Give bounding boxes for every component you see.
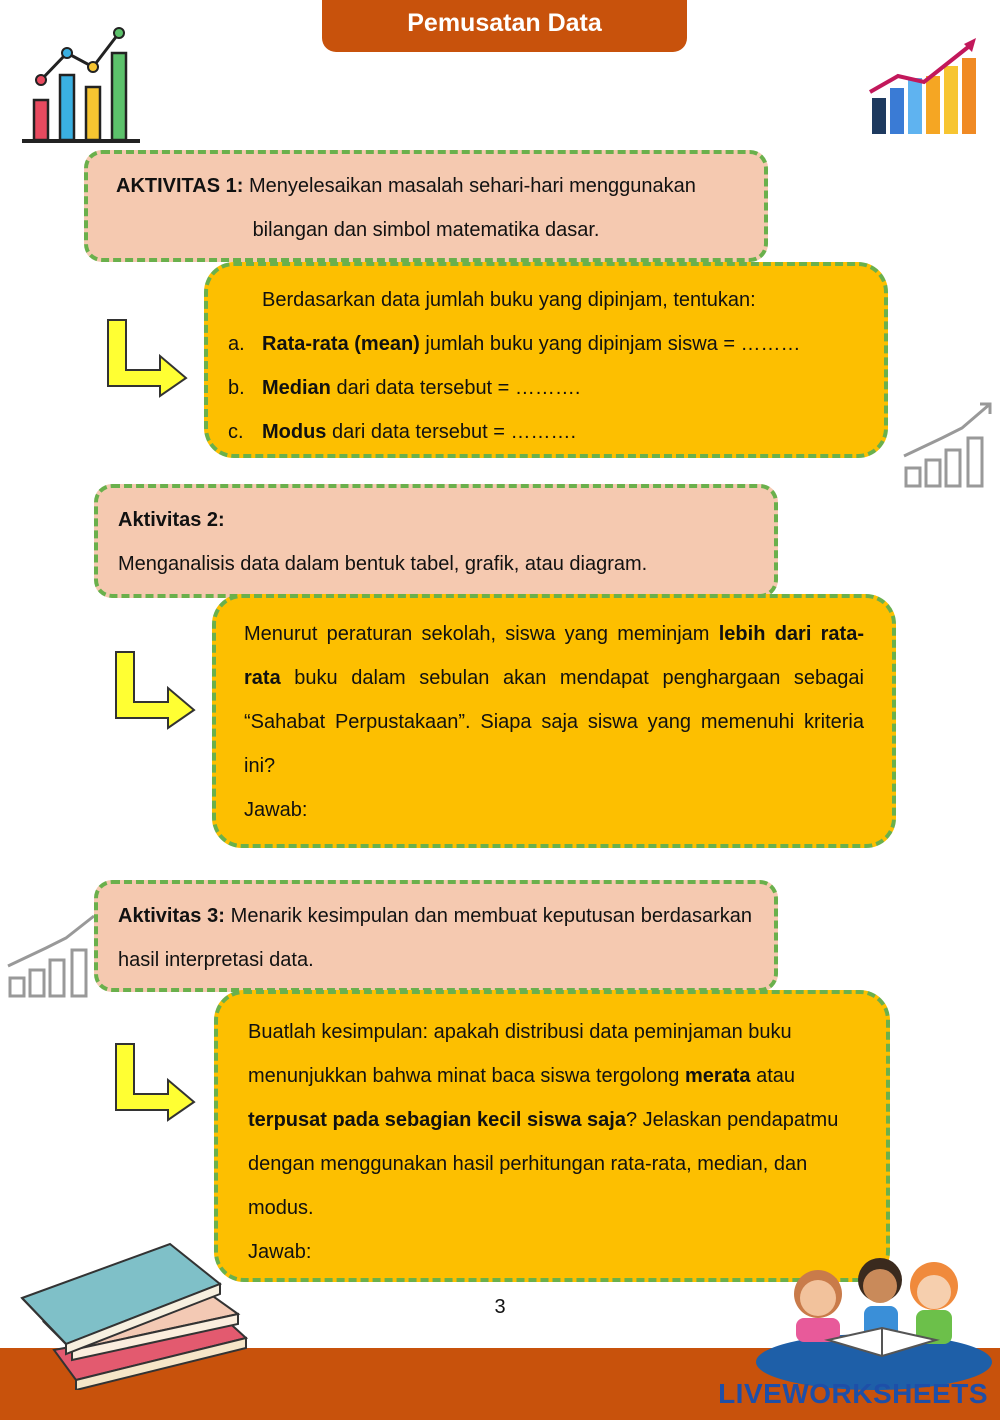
- outline-growth-chart-icon: [902, 398, 996, 490]
- outline-growth-chart-icon: [6, 912, 100, 1000]
- question-item-b: b. Median dari data tersebut = ……….: [228, 377, 581, 399]
- yellow-elbow-arrow-icon: [104, 318, 190, 398]
- book-stack-illustration: [14, 1240, 254, 1390]
- kids-reading-illustration: [748, 1244, 994, 1390]
- bar-line-chart-icon: [20, 25, 145, 145]
- activity-1-label: AKTIVITAS 1:: [116, 175, 244, 197]
- activity-2-question-box: [212, 594, 896, 848]
- question-item-a: a. Rata-rata (mean) jumlah buku yang dipinjam siswa = ………: [228, 333, 801, 355]
- yellow-elbow-arrow-icon: [112, 1042, 198, 1122]
- activity-3-question-box: [214, 990, 890, 1282]
- activity-2-box: [94, 484, 778, 598]
- page-title: Pemusatan Data: [322, 0, 687, 52]
- rising-bar-chart-icon: [868, 36, 980, 136]
- page-number: 3: [494, 1296, 506, 1318]
- answer-label: Jawab:: [248, 1241, 312, 1263]
- question-intro: Berdasarkan data jumlah buku yang dipinjam, tentukan:: [262, 289, 756, 311]
- activity-3-text: Aktivitas 3: Menarik kesimpulan dan membuat keputusan berdasarkan hasil interpretasi data.: [118, 905, 752, 971]
- answer-label: Jawab:: [244, 799, 308, 821]
- liveworksheets-logo: LIVEWORKSHEETS: [718, 1378, 988, 1409]
- question-item-c: c. Modus dari data tersebut = ……….: [228, 421, 576, 443]
- activity-2-label: Aktivitas 2:: [118, 509, 225, 531]
- activity-1-line2: bilangan dan simbol matematika dasar.: [252, 219, 600, 241]
- activity-3-box: [94, 880, 778, 992]
- activity-3-question-text: Buatlah kesimpulan: apakah distribusi data peminjaman buku menunjukkan bahwa minat baca siswa tergolong merata atau terpusat pada sebagian kecil siswa saja? Jelaskan pendapatmu dengan menggunakan hasil perhitungan rata-rata, median, dan modus.: [248, 1021, 839, 1219]
- yellow-elbow-arrow-icon: [112, 650, 198, 730]
- activity-1-line1: AKTIVITAS 1: Menyelesaikan masalah sehari-hari menggunakan: [116, 175, 696, 197]
- activity-2-text: Menganalisis data dalam bentuk tabel, grafik, atau diagram.: [118, 553, 648, 575]
- activity-2-question-text: Menurut peraturan sekolah, siswa yang meminjam lebih dari rata-rata buku dalam sebulan akan mendapat penghargaan sebagai “Sahabat Perpustakaan”. Siapa saja siswa yang memenuhi kriteria ini?: [244, 623, 864, 777]
- activity-1-box: [84, 150, 768, 262]
- activity-1-question-box: [204, 262, 888, 458]
